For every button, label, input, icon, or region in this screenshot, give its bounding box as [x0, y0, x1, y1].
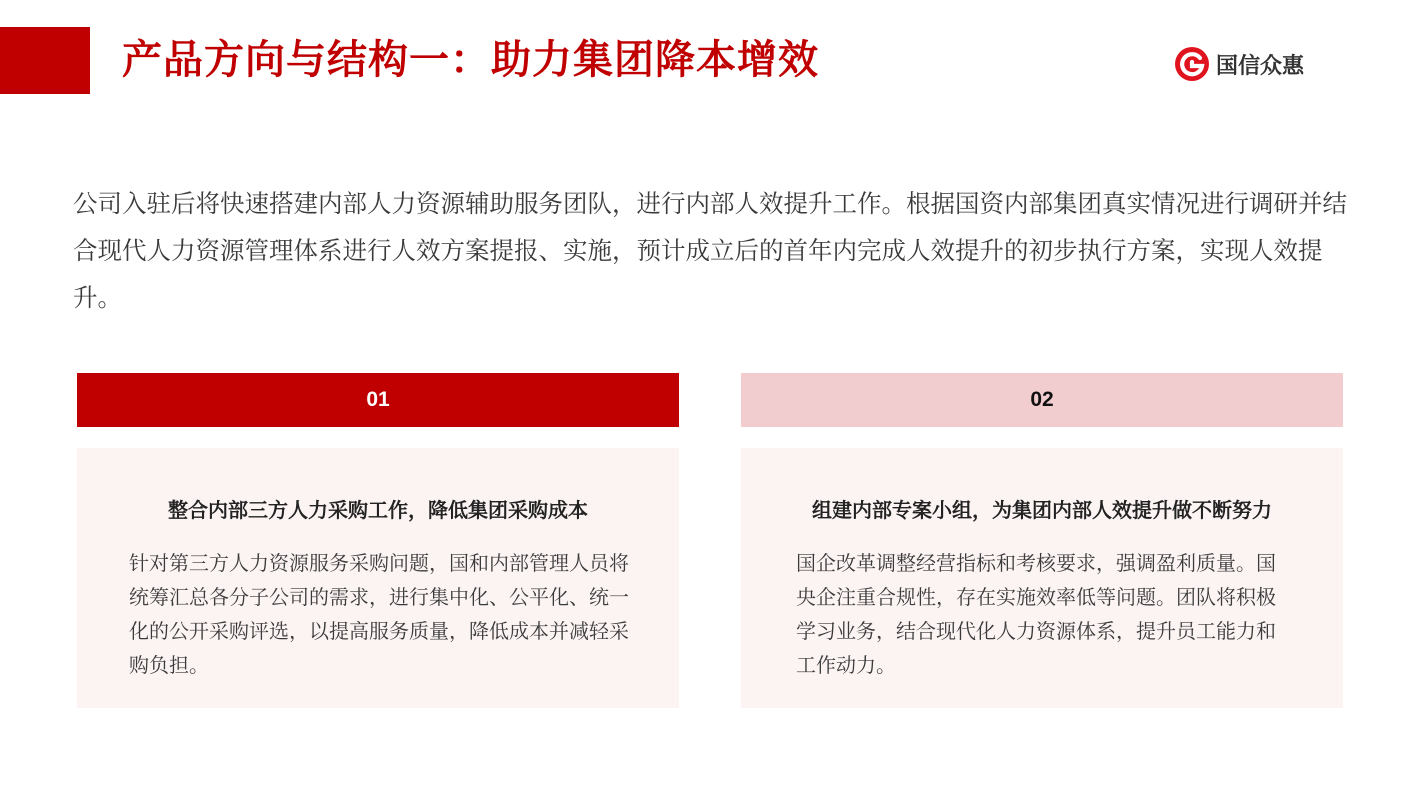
brand-logo-icon — [1174, 46, 1210, 82]
card-01 — [77, 448, 679, 708]
card-02 — [741, 448, 1343, 708]
card-description: 国企改革调整经营指标和考核要求，强调盈利质量。国央企注重合规性，存在实施效率低等问题。团队将积极学习业务，结合现代化人力资源体系，提升员工能力和工作动力。 — [796, 551, 1276, 677]
brand-name: 国信众惠 — [1216, 53, 1305, 79]
page-title: 产品方向与结构一：助力集团降本增效 — [122, 37, 819, 83]
card-number-02: 02 — [741, 373, 1343, 427]
card-description: 针对第三方人力资源服务采购问题，国和内部管理人员将统筹汇总各分子公司的需求，进行集中化、公平化、统一化的公开采购评选，以提高服务质量，降低成本并减轻采购负担。 — [129, 551, 629, 677]
brand-logo — [1174, 44, 1304, 84]
card-title: 整合内部三方人力采购工作，降低集团采购成本 — [168, 498, 588, 522]
card-number-01: 01 — [77, 373, 679, 427]
intro-paragraph: 公司入驻后将快速搭建内部人力资源辅助服务团队，进行内部人效提升工作。根据国资内部集团真实情况进行调研并结合现代人力资源管理体系进行人效方案提报、实施，预计成立后的首年内完成人效提升的初步执行方案，实现人效提升。 — [73, 189, 1347, 312]
title-accent-block — [0, 27, 90, 94]
card-title: 组建内部专案小组，为集团内部人效提升做不断努力 — [812, 498, 1272, 522]
